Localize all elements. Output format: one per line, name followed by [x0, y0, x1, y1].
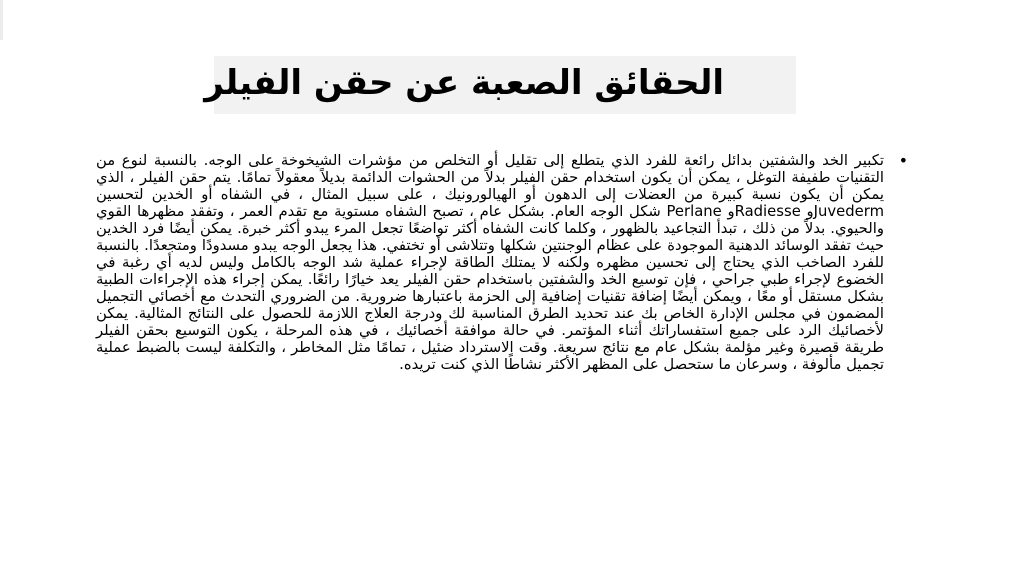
slide-title: الحقائق الصعبة عن حقن الفيلر: [204, 63, 724, 103]
title-placeholder: [204, 56, 796, 114]
list-item: [96, 151, 908, 373]
bullet-icon: •: [898, 151, 908, 170]
content-placeholder: [96, 152, 906, 512]
body-paragraph: تكبير الخد والشفتين بدائل رائعة للفرد الذي يتطلع إلى تقليل أو التخلص من مؤشرات الشيخوخة على الوجه. بالنسبة لنوع من التقنيات طفيفة التوغل ، يمكن أن يكون استخدام حقن الفيلر بدلاً من الحشوات الدائمة بديلاً معقولاً تمامًا. يتم حقن الفيلر ، الذي يمكن أن يكون نسبة كبيرة من العضلات إلى الدهون أو الهيالورونيك ، على سبيل المثال ، في الشفاه أو الخدين لتحسين Juvedermو Radiesseو Perlane شكل الوجه العام. بشكل عام ، تصبح الشفاه مستوية مع تقدم العمر ، وتفقد مظهرها القوي والحيوي. بدلاً من ذلك ، تبدأ التجاعيد بالظهور ، وكلما كانت الشفاه أكثر تواضعًا تجعل المرء يبدو أكثر خبرة. يمكن أيضًا فرد الخدين حيث تفقد الوسائد الدهنية الموجودة على عظام الوجنتين شكلها وتتلاشى أو تختفي. هذا يجعل الوجه يبدو مسدودًا ومتجعدًا. بالنسبة للفرد الصاخب الذي يحتاج إلى تحسين مظهره ولكنه لا يمتلك الطاقة لإجراء عملية شد الوجه بالكامل وليس لديه أي رغبة في الخضوع لإجراء طبي جراحي ، فإن توسيع الخد والشفتين باستخدام حقن الفيلر يعد خيارًا رائعًا. يمكن إجراء هذه الإجراءات الطبية بشكل مستقل أو معًا ، ويمكن أيضًا إضافة تقنيات إضافية إلى الحزمة باعتبارها ضرورية. من الضروري التحدث مع أخصائي التجميل المضمون في مجلس الإدارة الخاص بك عند تحديد الطرق المناسبة لك ودرجة العلاج اللازمة للحصول على النتائج المثالية. يمكن لأخصائيك الرد على جميع استفساراتك أثناء المؤتمر. في حالة موافقة أخصائيك ، في هذه المرحلة ، يكون التوسيع بحقن الفيلر طريقة قصيرة وغير مؤلمة بشكل عام مع نتائج سريعة. وقت الاسترداد ضئيل ، تمامًا مثل المخاطر ، والتكلفة ليست بالضبط عملية تجميل مألوفة ، وسرعان ما ستحصل على المظهر الأكثر نشاطًا الذي كنت تريده.: [96, 152, 884, 373]
slide-edge-marker: [0, 0, 3, 40]
bullet-list: [96, 152, 906, 373]
